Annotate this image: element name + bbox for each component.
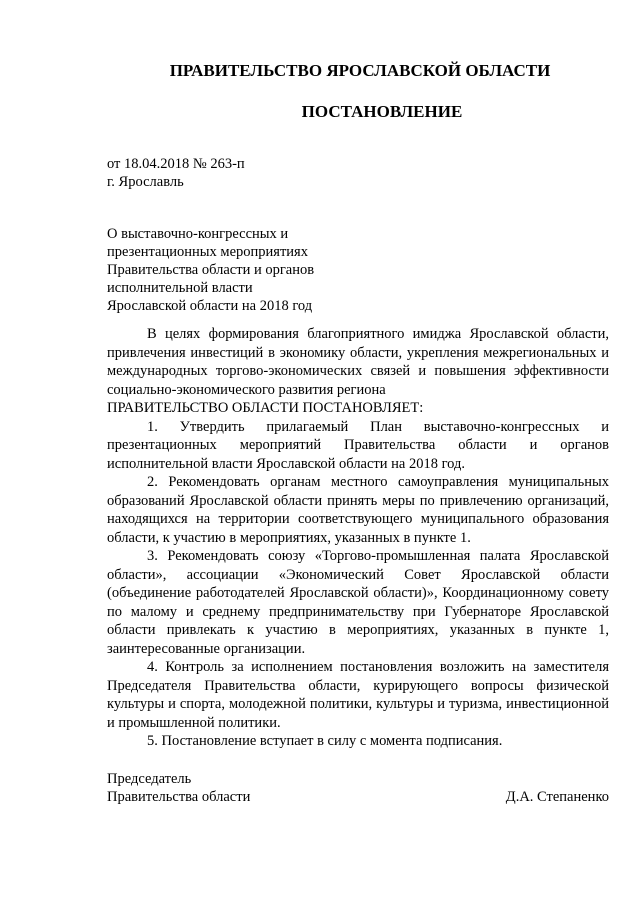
decree-item-2: 2. Рекомендовать органам местного самоуправления муниципальных образований Ярославской области принять меры по привлечению организаций, находящихся на территории соответствующего муниципального образования области, к участию в мероприятиях, указанных в пункте 1.	[107, 474, 609, 546]
document-type-title: ПОСТАНОВЛЕНИЕ	[301, 102, 463, 121]
decree-item-4: 4. Контроль за исполнением постановления возложить на заместителя Председателя Правительства области, курирующего вопросы физической культуры и спорта, молодежной политики, культуры и туризма, инвестиционной и промышленной политики.	[107, 659, 609, 731]
signatory-position-line1: Председатель	[107, 771, 192, 787]
subject-line: Правительства области и органов	[107, 262, 315, 278]
decree-item-5: 5. Постановление вступает в силу с момента подписания.	[147, 733, 503, 749]
signature-row	[107, 788, 609, 806]
subject-line: О выставочно-конгрессных и	[107, 226, 289, 242]
decree-statement: ПРАВИТЕЛЬСТВО ОБЛАСТИ ПОСТАНОВЛЯЕТ:	[107, 400, 424, 416]
organization-title: ПРАВИТЕЛЬСТВО ЯРОСЛАВСКОЙ ОБЛАСТИ	[169, 61, 551, 80]
subject-line: Ярославской области на 2018 год	[107, 298, 313, 314]
signatory-name: Д.А. Степаненко	[505, 789, 609, 805]
subject-line: исполнительной власти	[107, 280, 253, 296]
document-subject	[107, 225, 377, 315]
document-body	[107, 325, 609, 751]
signature-block	[107, 770, 609, 806]
preamble-paragraph: В целях формирования благоприятного имиджа Ярославской области, привлечения инвестиций в экономику области, укрепления межрегиональных и международных торгово-экономических связей и повышения эффективности социально-экономического развития региона	[107, 326, 609, 398]
signatory-position-line2: Правительства области	[107, 789, 251, 805]
subject-line: презентационных мероприятиях	[107, 244, 308, 260]
document-meta	[107, 155, 245, 191]
date-number: от 18.04.2018 № 263-п	[107, 156, 245, 172]
decree-item-3: 3. Рекомендовать союзу «Торгово-промышленная палата Ярославской области», ассоциации «Экономический Совет Ярославской области (объединение работодателей Ярославской области)», Координационному совету по малому и среднему предпринимательству при Губернаторе Ярославской области привлекать к участию в мероприятиях, указанных в пункте 1, заинтересованные организации.	[107, 548, 609, 657]
decree-item-1: 1. Утвердить прилагаемый План выставочно-конгрессных и презентационных мероприятий Правительства области и органов исполнительной власти Ярославской области на 2018 год.	[107, 418, 609, 472]
city: г. Ярославль	[107, 174, 184, 190]
